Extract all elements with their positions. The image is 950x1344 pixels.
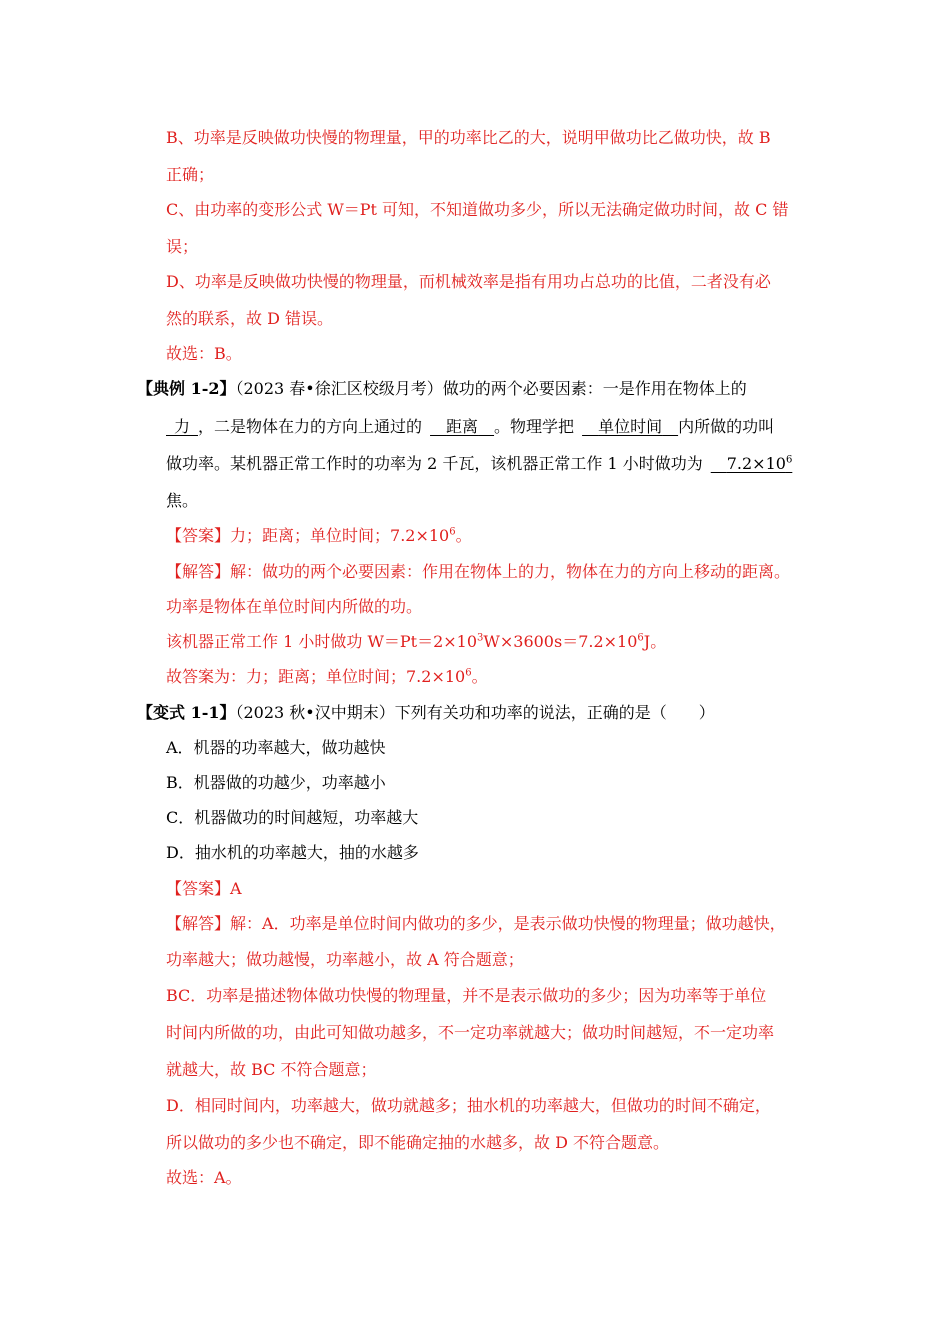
variant-1-1-answer: 【答案】A: [166, 879, 242, 898]
solution-tag: 【解答】: [166, 562, 231, 581]
stem-text: 做功率。某机器正常工作时的功率为 2 千瓦，该机器正常工作 1 小时做功为: [166, 454, 703, 473]
variant-1-1-solution-line2: 功率越大；做功越慢，功率越小，故 A 符合题意；: [166, 950, 524, 969]
blank-answer-4: $7.2\times 10^6$: [726, 454, 793, 473]
stem-text: 内所做的功叫: [678, 417, 775, 436]
solution-option-c-line1: C、由功率的变形公式 W＝Pt 可知，不知道做功多少，所以无法确定做功时间，故 C 错: [166, 200, 789, 219]
solution-option-b-line1: B、功率是反映做功快慢的物理量，甲的功率比乙的大，说明甲做功比乙做功快，故 B: [166, 128, 771, 147]
example-1-2-final-answer: 故答案为：力；距离；单位时间；$7.2\times 10^6$。: [166, 667, 488, 686]
solution-choice: 故选：B。: [166, 344, 242, 363]
solution-option-c-line2: 误；: [166, 237, 199, 256]
stem-text: ，二是物体在力的方向上通过的: [198, 417, 423, 436]
variant-1-1-choice: 故选：A。: [166, 1168, 242, 1187]
stem-text: （2023 秋•汉中期末）下列有关功和功率的说法，正确的是（ ）: [235, 703, 715, 722]
example-tag: 【典例 1-2】: [137, 379, 236, 398]
solution-option-d-line1: D、功率是反映做功快慢的物理量，而机械效率是指有用功占总功的比值，二者没有必: [166, 272, 771, 291]
example-1-2-stem-line3: [166, 454, 792, 474]
variant-1-1-solution-line4: 时间内所做的功，由此可知做功越多，不一定功率就越大；做功时间越短，不一定功率: [166, 1023, 775, 1042]
answer-tag: 【答案】: [166, 526, 231, 545]
variant-1-1-solution-line1: 【解答】解：A．功率是单位时间内做功的多少，是表示做功快慢的物理量；做功越快，: [166, 914, 786, 933]
variant-tag: 【变式 1-1】: [137, 703, 236, 722]
variant-1-1-solution-line6: D．相同时间内，功率越大，做功就越多；抽水机的功率越大，但做功的时间不确定，: [166, 1096, 771, 1115]
answer-tag: 【答案】: [166, 879, 231, 898]
variant-1-1-solution-line5: 就越大，故 BC 不符合题意；: [166, 1060, 377, 1079]
example-1-2-answer: 【答案】力；距离；单位时间；$7.2\times 10^6$。: [166, 526, 472, 545]
example-1-2-solution-line1: 【解答】解：做功的两个必要因素：作用在物体上的力，物体在力的方向上移动的距离。: [166, 562, 791, 581]
example-stem: （2023 春•徐汇区校级月考）做功的两个必要因素：一是作用在物体上的: [235, 379, 747, 398]
example-1-2-solution-calc: 该机器正常工作 1 小时做功 $W=Pt=2\times 10^3W\times 3600s=7.2\times 10^6J$。: [166, 632, 667, 651]
example-1-2-solution-line2: 功率是物体在单位时间内所做的功。: [166, 597, 423, 616]
blank-answer-1: 力: [174, 417, 191, 436]
example-1-2-stem-line2: [166, 417, 774, 437]
solution-option-b-line2: 正确；: [166, 165, 215, 184]
stem-text: 。物理学把: [494, 417, 575, 436]
option-d: D．抽水机的功率越大，抽的水越多: [166, 843, 419, 862]
blank-answer-3: 单位时间: [598, 417, 663, 436]
solution-option-d-line2: 然的联系，故 D 错误。: [166, 309, 334, 328]
example-1-2-stem-line1: [137, 379, 747, 399]
option-a: A．机器的功率越大，做功越快: [166, 738, 386, 757]
variant-1-1-solution-line7: 所以做功的多少也不确定，即不能确定抽的水越多，故 D 不符合题意。: [166, 1133, 670, 1152]
blank-answer-2: 距离: [446, 417, 479, 436]
option-b: B．机器做的功越少，功率越小: [166, 773, 386, 792]
variant-1-1-stem: [137, 703, 715, 723]
example-1-2-stem-line4: 焦。: [166, 491, 199, 510]
option-c: C．机器做功的时间越短，功率越大: [166, 808, 419, 827]
solution-tag: 【解答】: [166, 914, 231, 933]
variant-1-1-solution-line3: BC．功率是描述物体做功快慢的物理量，并不是表示做功的多少；因为功率等于单位: [166, 986, 767, 1005]
